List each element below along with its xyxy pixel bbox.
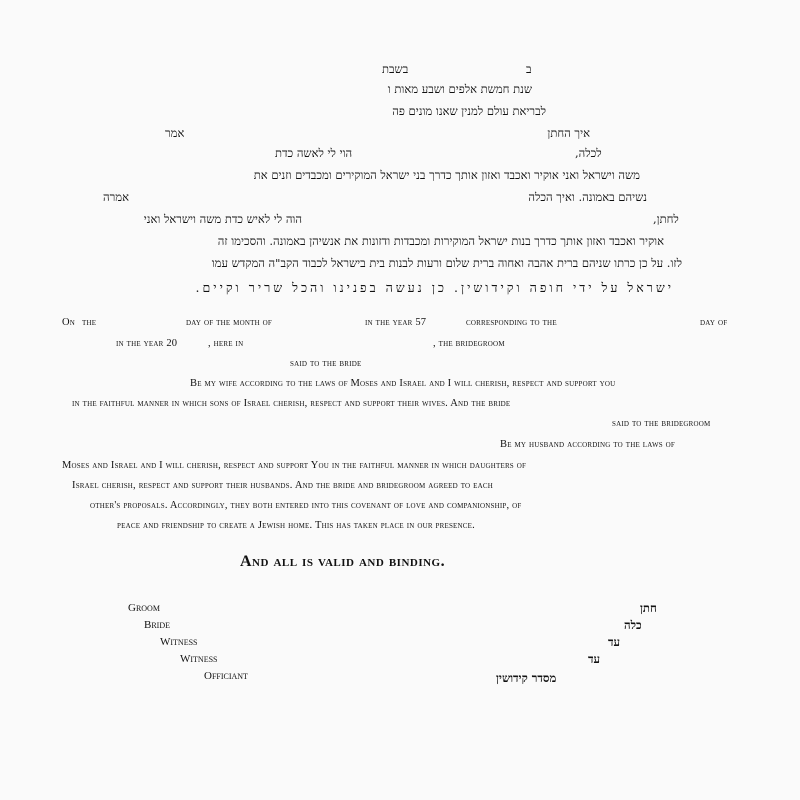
english-line-2b: , here in — [208, 338, 244, 349]
english-line-2c: , the bridegroom — [433, 338, 505, 349]
english-line-1b: the — [82, 317, 97, 328]
signature-label-he-witness-1: עד — [608, 635, 621, 649]
hebrew-line-6: משה וישראל ואני אוקיר ואכבד ואזון אותך כדרך בני ישראל המוקירים ומכבדים וזנים את — [253, 168, 640, 182]
hebrew-line-1b: בשבת — [382, 62, 409, 76]
english-line-7: Be my husband according to the laws of — [500, 439, 676, 450]
signature-label-officiant: Officiant — [204, 670, 248, 682]
hebrew-line-8b: הוה לי לאיש כדת משה וישראל ואני — [143, 212, 302, 226]
hebrew-line-4a: איך החתן — [547, 126, 590, 140]
english-line-8: Moses and Israel and I will cherish, respect and support You in the faithful manner in which daughters of — [62, 460, 527, 471]
hebrew-line-10: לזו. על כן כרתו שניהם ברית אהבה ואחוה ברית שלום ורעות לבנות בית בישראל לכבוד הקב"ה המקדש עמו — [211, 256, 682, 270]
signature-label-he-bride: כלה — [624, 618, 642, 632]
english-line-1c: day of the month of — [186, 317, 272, 328]
english-line-6: said to the bridegroom — [612, 418, 711, 429]
hebrew-line-7b: אמרה — [103, 190, 129, 204]
english-line-2a: in the year 20 — [116, 338, 178, 349]
hebrew-line-8a: לחתן, — [653, 212, 679, 226]
signature-label-witness-1: Witness — [160, 636, 198, 648]
hebrew-line-5a: לכלה, — [575, 146, 602, 160]
hebrew-line-5b: הוי לי לאשה כדת — [275, 146, 353, 160]
english-line-10: other's proposals. Accordingly, they both entered into this covenant of love and companionship, of — [90, 500, 522, 511]
valid-and-binding-heading: And all is valid and binding. — [240, 553, 446, 570]
signature-label-groom: Groom — [128, 602, 160, 614]
english-line-1f: day of — [700, 317, 728, 328]
hebrew-line-3: לבריאת עולם למנין שאנו מונים פה — [392, 104, 546, 118]
hebrew-line-9: אוקיר ואכבד ואזון אותך כדרך בנות ישראל המוקירות ומכבדות ודזונות את אנשיהן באמונה. והסכימו זה — [217, 234, 664, 248]
english-line-4: Be my wife according to the laws of Moses and Israel and I will cherish, respect and support you — [190, 378, 616, 389]
hebrew-line-11: ישראל על ידי חופה וקידושין. כן נעשה בפנינו והכל שריר וקיים. — [195, 280, 674, 295]
signature-label-he-officiant: מסדר קידושין — [496, 671, 557, 685]
signature-label-witness-2: Witness — [180, 653, 218, 665]
signature-label-bride: Bride — [144, 619, 171, 631]
english-line-1d: in the year 57 — [365, 317, 427, 328]
english-line-1a: On — [62, 317, 76, 328]
english-line-9: Israel cherish, respect and support their husbands. And the bride and bridegroom agreed to each — [72, 480, 493, 491]
hebrew-line-2: שנת חמשת אלפים ושבע מאות ו — [387, 82, 532, 96]
hebrew-line-4b: אמר — [165, 126, 185, 140]
english-line-3: said to the bride — [290, 358, 362, 369]
hebrew-line-1a: ב — [526, 62, 532, 76]
signature-label-he-groom: חתן — [640, 601, 657, 615]
english-line-11: peace and friendship to create a Jewish home. This has taken place in our presence. — [117, 520, 475, 531]
english-line-5: in the faithful manner in which sons of Israel cherish, respect and support their wives. And the bride — [72, 398, 511, 409]
signature-label-he-witness-2: עד — [588, 652, 601, 666]
english-line-1e: corresponding to the — [466, 317, 557, 328]
hebrew-line-7a: נשיהם באמונה. ואיך הכלה — [528, 190, 647, 204]
